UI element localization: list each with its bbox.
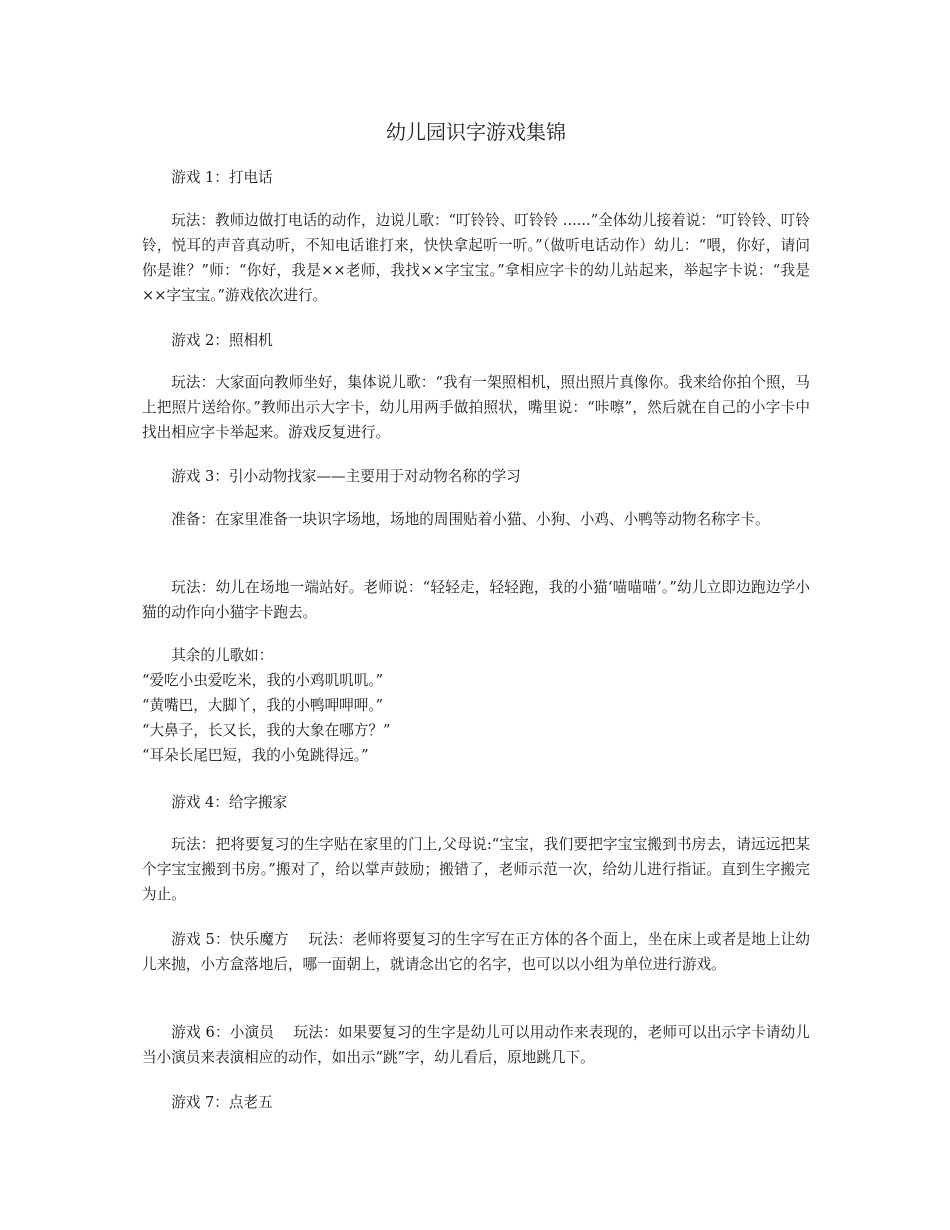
rhyme-line: “耳朵长尾巴短，我的小兔跳得远。”: [142, 747, 369, 764]
game2-heading: 游戏 2：照相机: [171, 332, 273, 349]
game5-paragraph: 游戏 5：快乐魔方 玩法：老师将要复习的生字写在正方体的各个面上，坐在床上或者是地上让幼儿来抛，小方盒落地后，哪一面朝上，就请念出它的名字，也可以以小组为单位进行游戏。: [142, 931, 810, 973]
rhyme-line: “爱吃小虫爱吃米，我的小鸡叽叽叽。”: [142, 672, 384, 689]
game1-play-paragraph: 玩法：教师边做打电话的动作，边说儿歌：“叮铃铃、叮铃铃 ......”全体幼儿接着说：“叮铃铃、叮铃铃，悦耳的声音真动听，不知电话谁打来，快快拿起听一听。”（做听电话动作）幼儿：“喂，你好，请问你是谁？”师：“你好，我是××老师，我找××字宝宝。”拿相应字卡的幼儿站起来，举起字卡说：“我是××字宝宝。”游戏依次进行。: [142, 212, 810, 304]
game6-paragraph: 游戏 6：小演员 玩法：如果要复习的生字是幼儿可以用动作来表现的，老师可以出示字卡请幼儿当小演员来表演相应的动作，如出示“跳”字，幼儿看后，原地跳几下。: [142, 1024, 810, 1066]
game7-heading: 游戏 7：点老五: [171, 1094, 273, 1111]
game1-heading: 游戏 1：打电话: [171, 169, 273, 186]
rhyme-line: “黄嘴巴，大脚丫，我的小鸭呷呷呷。”: [142, 697, 384, 714]
game3-heading: 游戏 3：引小动物找家——主要用于对动物名称的学习: [171, 468, 521, 485]
game3-prep-paragraph: 准备：在家里准备一块识字场地，场地的周围贴着小猫、小狗、小鸡、小鸭等动物名称字卡。: [171, 511, 770, 528]
rhymes-intro: 其余的儿歌如：: [171, 647, 274, 664]
rhyme-line: “大鼻子，长又长，我的大象在哪方？”: [142, 722, 391, 739]
game4-play-paragraph: 玩法：把将要复习的生字贴在家里的门上,父母说:“宝宝，我们要把字宝宝搬到书房去，请远远把某个字宝宝搬到书房。”搬对了，给以掌声鼓励；搬错了，老师示范一次，给幼儿进行指证。直到生字搬完为止。: [142, 836, 810, 903]
game3-play-paragraph: 玩法：幼儿在场地一端站好。老师说：“轻轻走，轻轻跑，我的小猫‘喵喵喵’。”幼儿立即边跑边学小猫的动作向小猫字卡跑去。: [142, 579, 810, 621]
game2-play-paragraph: 玩法：大家面向教师坐好，集体说儿歌：“我有一架照相机，照出照片真像你。我来给你拍个照，马上把照片送给你。”教师出示大字卡，幼儿用两手做拍照状，嘴里说：“咔嚓”，然后就在自己的小字卡中找出相应字卡举起来。游戏反复进行。: [142, 374, 810, 441]
game4-heading: 游戏 4：给字搬家: [171, 794, 288, 811]
page-title: 幼儿园识字游戏集锦: [386, 120, 566, 144]
